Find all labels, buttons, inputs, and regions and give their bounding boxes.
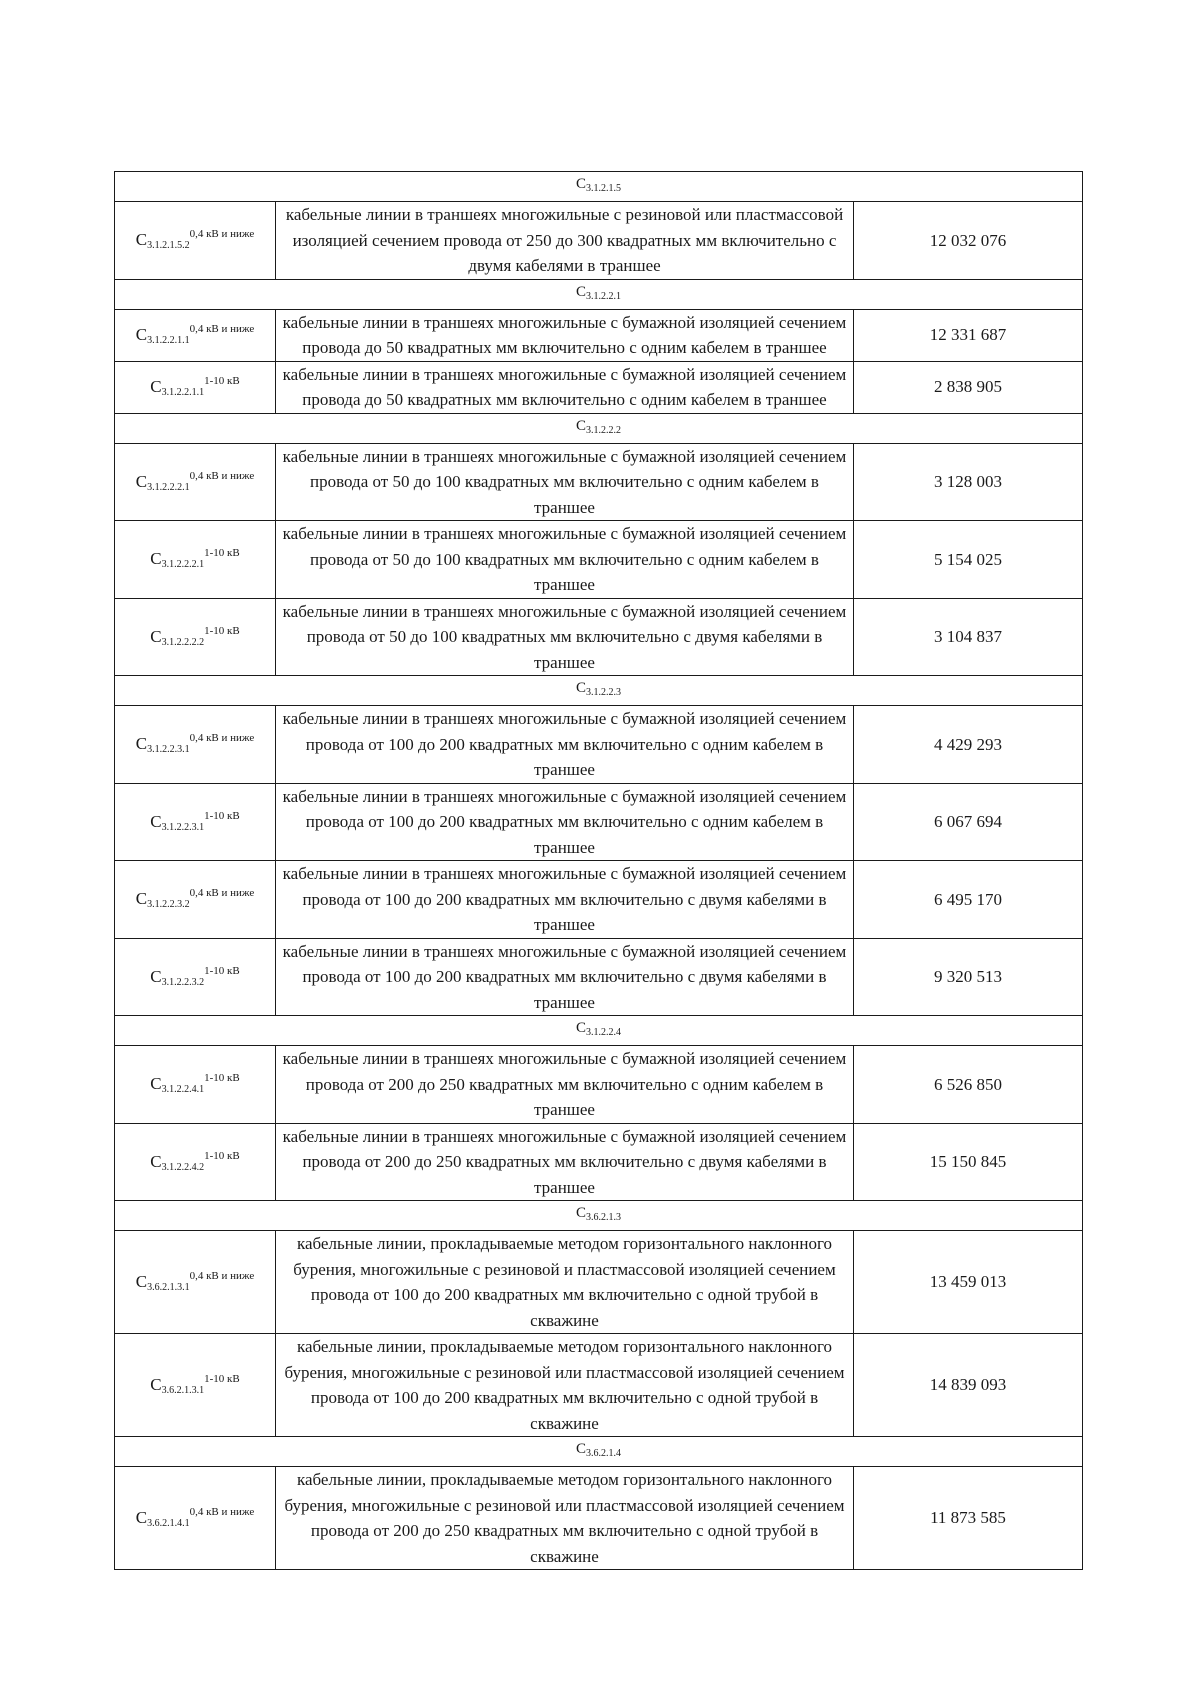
table-row: [115, 1467, 1083, 1570]
description-cell: кабельные линии в траншеях многожильные с бумажной изоляцией сечением провода от 50 до 100 квадратных мм включительно с двумя кабелями в траншее: [276, 598, 854, 676]
group-row: [115, 1437, 1083, 1467]
code-cell: [115, 1334, 276, 1437]
code-index: 3.1.2.2.2.1: [161, 559, 205, 570]
voltage-superscript: 1-10 кВ: [204, 809, 240, 822]
code-prefix: С: [150, 1074, 162, 1093]
table-row: [115, 1123, 1083, 1201]
group-header: [115, 413, 1083, 443]
description-cell: кабельные линии в траншеях многожильные с бумажной изоляцией сечением провода от 50 до 100 квадратных мм включительно с одним кабелем в траншее: [276, 443, 854, 521]
code-index: 3.1.2.1.5.2: [147, 240, 190, 251]
table-row: [115, 783, 1083, 861]
code-index: 3.6.2.1.4.1: [147, 1517, 190, 1529]
table-row: [115, 361, 1083, 413]
code-index: 3.1.2.2.3.1: [147, 744, 190, 755]
value-cell: 3 128 003: [854, 443, 1083, 521]
code-cell: [115, 783, 276, 861]
code-prefix: С: [135, 889, 148, 908]
table-row: [115, 1231, 1083, 1334]
group-row: [115, 676, 1083, 706]
voltage-superscript: 0,4 кВ и ниже: [189, 887, 255, 899]
code-cell: [115, 861, 276, 939]
code-prefix: С: [135, 734, 148, 753]
code-index: 3.6.2.1.3: [586, 1212, 622, 1223]
code-cell: [115, 1123, 276, 1201]
voltage-superscript: 1-10 кВ: [204, 1372, 240, 1385]
code-prefix: С: [576, 176, 587, 192]
tariff-table: [114, 171, 1083, 1570]
code-prefix: С: [576, 1020, 587, 1036]
value-cell: 6 067 694: [854, 783, 1083, 861]
code-prefix: С: [135, 1271, 148, 1291]
voltage-superscript: 1-10 кВ: [204, 624, 240, 637]
voltage-superscript: 0,4 кВ и ниже: [189, 1505, 255, 1518]
description-cell: кабельные линии в траншеях многожильные с бумажной изоляцией сечением провода от 100 до 200 квадратных мм включительно с двумя кабелями в траншее: [276, 938, 854, 1016]
code-index: 3.1.2.2.3.2: [147, 899, 190, 910]
code-cell: [115, 202, 276, 280]
description-cell: кабельные линии, прокладываемые методом горизонтального наклонного бурения, многожильные с резиновой и пластмассовой изоляцией сечением провода от 100 до 200 квадратных мм включительно с одной трубой в скважине: [276, 1231, 854, 1334]
voltage-superscript: 1-10 кВ: [204, 374, 240, 387]
code-index: 3.1.2.2.4.2: [161, 1161, 205, 1173]
code-prefix: С: [576, 1441, 587, 1457]
description-cell: кабельные линии в траншеях многожильные с бумажной изоляцией сечением провода от 200 до 250 квадратных мм включительно с двумя кабелями в траншее: [276, 1123, 854, 1201]
code-prefix: С: [135, 471, 148, 491]
description-cell: кабельные линии в траншеях многожильные с бумажной изоляцией сечением провода от 100 до 200 квадратных мм включительно с одним кабелем в траншее: [276, 706, 854, 784]
code-prefix: С: [150, 1374, 162, 1394]
code-index: 3.1.2.2.3: [586, 687, 622, 698]
voltage-superscript: 0,4 кВ и ниже: [189, 1269, 255, 1282]
voltage-superscript: 0,4 кВ и ниже: [189, 228, 255, 240]
code-prefix: С: [576, 1205, 587, 1221]
value-cell: 9 320 513: [854, 938, 1083, 1016]
code-index: 3.1.2.2.3.2: [161, 976, 205, 988]
value-cell: 5 154 025: [854, 521, 1083, 599]
description-cell: кабельные линии в траншеях многожильные с резиновой или пластмассовой изоляцией сечением провода от 250 до 300 квадратных мм включительно с двумя кабелями в траншее: [276, 202, 854, 280]
code-prefix: С: [150, 376, 162, 396]
table-row: [115, 598, 1083, 676]
code-cell: [115, 938, 276, 1016]
value-cell: 12 331 687: [854, 309, 1083, 361]
table-row: [115, 706, 1083, 784]
group-row: [115, 1201, 1083, 1231]
code-prefix: С: [135, 324, 148, 344]
code-index: 3.1.2.2.4.1: [161, 1084, 205, 1095]
code-prefix: С: [150, 549, 162, 568]
table-row: [115, 861, 1083, 939]
code-cell: [115, 521, 276, 599]
value-cell: 6 526 850: [854, 1046, 1083, 1124]
value-cell: 2 838 905: [854, 361, 1083, 413]
code-prefix: С: [150, 626, 162, 646]
table-row: [115, 938, 1083, 1016]
group-header: [115, 1437, 1083, 1467]
table-row: [115, 521, 1083, 599]
code-cell: [115, 443, 276, 521]
voltage-superscript: 0,4 кВ и ниже: [189, 322, 255, 335]
voltage-superscript: 0,4 кВ и ниже: [189, 469, 255, 482]
code-index: 3.6.2.1.4: [586, 1448, 622, 1459]
group-row: [115, 172, 1083, 202]
code-cell: [115, 706, 276, 784]
group-row: [115, 279, 1083, 309]
description-cell: кабельные линии в траншеях многожильные с бумажной изоляцией сечением провода до 50 квадратных мм включительно с одним кабелем в траншее: [276, 361, 854, 413]
value-cell: 3 104 837: [854, 598, 1083, 676]
table-row: [115, 202, 1083, 280]
description-cell: кабельные линии в траншеях многожильные с бумажной изоляцией сечением провода от 200 до 250 квадратных мм включительно с одним кабелем в траншее: [276, 1046, 854, 1124]
code-index: 3.1.2.2.2: [586, 424, 622, 436]
description-cell: кабельные линии в траншеях многожильные с бумажной изоляцией сечением провода до 50 квадратных мм включительно с одним кабелем в траншее: [276, 309, 854, 361]
voltage-superscript: 1-10 кВ: [204, 1149, 240, 1162]
code-prefix: С: [135, 230, 148, 249]
code-prefix: С: [576, 283, 587, 300]
voltage-superscript: 1-10 кВ: [204, 1072, 240, 1084]
code-cell: [115, 598, 276, 676]
code-index: 3.1.2.2.1.1: [147, 334, 190, 346]
code-prefix: С: [576, 417, 587, 434]
code-index: 3.1.2.1.5: [586, 183, 622, 194]
value-cell: 4 429 293: [854, 706, 1083, 784]
group-header: [115, 1016, 1083, 1046]
code-prefix: С: [150, 966, 162, 986]
code-prefix: С: [576, 680, 587, 696]
group-header: [115, 172, 1083, 202]
table-row: [115, 309, 1083, 361]
code-prefix: С: [135, 1507, 148, 1527]
table-row: [115, 1334, 1083, 1437]
code-index: 3.1.2.2.3.1: [161, 821, 205, 833]
description-cell: кабельные линии, прокладываемые методом горизонтального наклонного бурения, многожильные с резиновой или пластмассовой изоляцией сечением провода от 100 до 200 квадратных мм включительно с одной трубой в скважине: [276, 1334, 854, 1437]
description-cell: кабельные линии в траншеях многожильные с бумажной изоляцией сечением провода от 50 до 100 квадратных мм включительно с одним кабелем в траншее: [276, 521, 854, 599]
tariff-table-body: [115, 172, 1083, 1570]
voltage-superscript: 1-10 кВ: [204, 547, 240, 559]
group-header: [115, 676, 1083, 706]
code-index: 3.1.2.2.2.1: [147, 481, 190, 493]
code-prefix: С: [150, 1151, 162, 1171]
code-index: 3.6.2.1.3.1: [161, 1384, 205, 1396]
code-index: 3.1.2.2.1.1: [161, 386, 205, 398]
value-cell: 15 150 845: [854, 1123, 1083, 1201]
code-index: 3.1.2.2.1: [586, 290, 622, 302]
voltage-superscript: 0,4 кВ и ниже: [189, 732, 255, 744]
table-row: [115, 443, 1083, 521]
group-row: [115, 413, 1083, 443]
code-cell: [115, 1231, 276, 1334]
description-cell: кабельные линии в траншеях многожильные с бумажной изоляцией сечением провода от 100 до 200 квадратных мм включительно с одним кабелем в траншее: [276, 783, 854, 861]
value-cell: 14 839 093: [854, 1334, 1083, 1437]
description-cell: кабельные линии в траншеях многожильные с бумажной изоляцией сечением провода от 100 до 200 квадратных мм включительно с двумя кабелями в траншее: [276, 861, 854, 939]
value-cell: 6 495 170: [854, 861, 1083, 939]
code-cell: [115, 309, 276, 361]
group-header: [115, 279, 1083, 309]
code-index: 3.1.2.2.2.2: [161, 636, 205, 648]
group-row: [115, 1016, 1083, 1046]
code-cell: [115, 1467, 276, 1570]
value-cell: 12 032 076: [854, 202, 1083, 280]
code-cell: [115, 1046, 276, 1124]
code-index: 3.6.2.1.3.1: [147, 1281, 190, 1293]
table-row: [115, 1046, 1083, 1124]
voltage-superscript: 1-10 кВ: [204, 964, 240, 977]
value-cell: 13 459 013: [854, 1231, 1083, 1334]
code-cell: [115, 361, 276, 413]
description-cell: кабельные линии, прокладываемые методом горизонтального наклонного бурения, многожильные с резиновой или пластмассовой изоляцией сечением провода от 200 до 250 квадратных мм включительно с одной трубой в скважине: [276, 1467, 854, 1570]
value-cell: 11 873 585: [854, 1467, 1083, 1570]
code-index: 3.1.2.2.4: [586, 1027, 622, 1038]
group-header: [115, 1201, 1083, 1231]
code-prefix: С: [150, 811, 162, 831]
